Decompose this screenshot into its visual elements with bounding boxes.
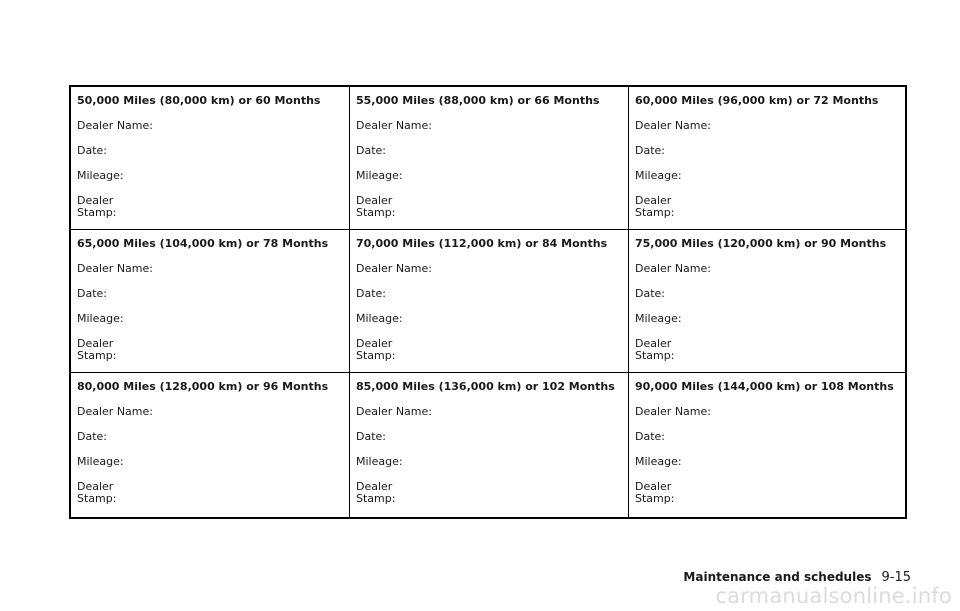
dealer-name-label: Dealer Name: bbox=[77, 119, 153, 132]
date-label: Date: bbox=[356, 287, 386, 300]
service-interval-title: 55,000 Miles (88,000 km) or 66 Months bbox=[356, 94, 600, 107]
service-record-cell bbox=[350, 230, 629, 373]
service-interval-title: 70,000 Miles (112,000 km) or 84 Months bbox=[356, 237, 608, 250]
service-interval-title: 65,000 Miles (104,000 km) or 78 Months bbox=[77, 237, 329, 250]
page-number: 9-15 bbox=[881, 570, 911, 585]
date-label: Date: bbox=[635, 144, 665, 157]
dealer-stamp-label: Dealer Stamp: bbox=[635, 194, 675, 219]
service-interval-title: 75,000 Miles (120,000 km) or 90 Months bbox=[635, 237, 887, 250]
service-interval-title: 50,000 Miles (80,000 km) or 60 Months bbox=[77, 94, 321, 107]
service-interval-title: 60,000 Miles (96,000 km) or 72 Months bbox=[635, 94, 879, 107]
mileage-label: Mileage: bbox=[77, 312, 124, 325]
service-record-cell bbox=[71, 230, 350, 373]
dealer-stamp-label: Dealer Stamp: bbox=[356, 194, 396, 219]
dealer-name-label: Dealer Name: bbox=[356, 405, 432, 418]
service-record-cell bbox=[350, 87, 629, 230]
dealer-stamp-label: Dealer Stamp: bbox=[356, 480, 396, 505]
dealer-stamp-label: Dealer Stamp: bbox=[356, 337, 396, 362]
date-label: Date: bbox=[356, 430, 386, 443]
dealer-name-label: Dealer Name: bbox=[77, 405, 153, 418]
mileage-label: Mileage: bbox=[356, 312, 403, 325]
mileage-label: Mileage: bbox=[77, 169, 124, 182]
section-title: Maintenance and schedules bbox=[683, 570, 872, 584]
dealer-stamp-label: Dealer Stamp: bbox=[635, 480, 675, 505]
mileage-label: Mileage: bbox=[635, 169, 682, 182]
dealer-stamp-label: Dealer Stamp: bbox=[77, 337, 117, 362]
dealer-name-label: Dealer Name: bbox=[635, 262, 711, 275]
service-record-cell bbox=[629, 373, 905, 517]
service-record-cell bbox=[629, 230, 905, 373]
service-record-cell bbox=[350, 373, 629, 517]
date-label: Date: bbox=[77, 430, 107, 443]
dealer-name-label: Dealer Name: bbox=[635, 405, 711, 418]
service-interval-title: 80,000 Miles (128,000 km) or 96 Months bbox=[77, 380, 329, 393]
dealer-name-label: Dealer Name: bbox=[635, 119, 711, 132]
dealer-name-label: Dealer Name: bbox=[356, 262, 432, 275]
date-label: Date: bbox=[356, 144, 386, 157]
date-label: Date: bbox=[635, 287, 665, 300]
date-label: Date: bbox=[635, 430, 665, 443]
dealer-stamp-label: Dealer Stamp: bbox=[77, 194, 117, 219]
mileage-label: Mileage: bbox=[635, 455, 682, 468]
service-record-cell bbox=[71, 373, 350, 517]
service-record-table bbox=[69, 85, 907, 519]
service-record-cell bbox=[71, 87, 350, 230]
service-interval-title: 85,000 Miles (136,000 km) or 102 Months bbox=[356, 380, 615, 393]
service-interval-title: 90,000 Miles (144,000 km) or 108 Months bbox=[635, 380, 894, 393]
date-label: Date: bbox=[77, 144, 107, 157]
mileage-label: Mileage: bbox=[356, 169, 403, 182]
mileage-label: Mileage: bbox=[356, 455, 403, 468]
mileage-label: Mileage: bbox=[77, 455, 124, 468]
dealer-name-label: Dealer Name: bbox=[356, 119, 432, 132]
mileage-label: Mileage: bbox=[635, 312, 682, 325]
service-record-cell bbox=[629, 87, 905, 230]
date-label: Date: bbox=[77, 287, 107, 300]
dealer-stamp-label: Dealer Stamp: bbox=[635, 337, 675, 362]
watermark-text: carmanualsonline.info bbox=[715, 584, 952, 608]
dealer-name-label: Dealer Name: bbox=[77, 262, 153, 275]
dealer-stamp-label: Dealer Stamp: bbox=[77, 480, 117, 505]
